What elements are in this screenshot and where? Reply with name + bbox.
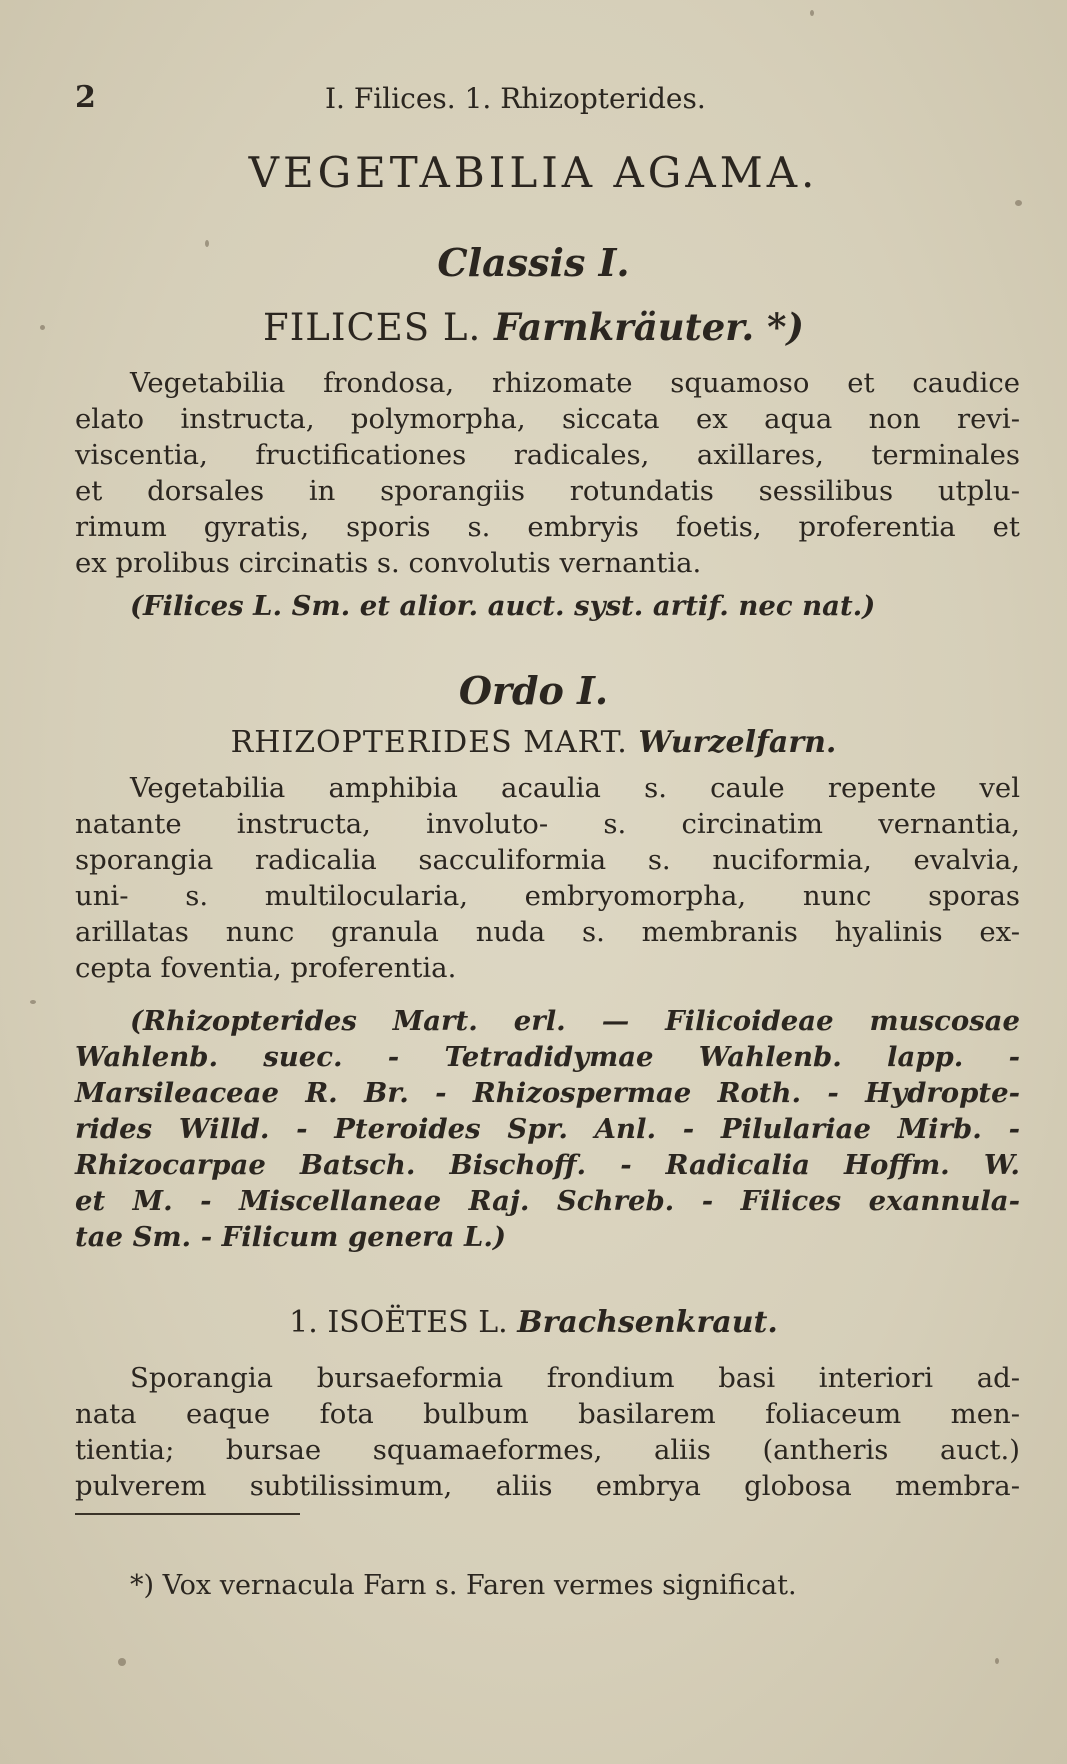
text-line: Vegetabilia frondosa, rhizomate squamoso et caudice: [130, 367, 1020, 399]
text-line: viscentia, fructificationes radicales, axillares, terminales: [75, 439, 1020, 471]
text-line: nata eaque fota bulbum basilarem foliaceum men-: [75, 1398, 1020, 1430]
text-line: uni- s. multilocularia, embryomorpha, nunc sporas: [75, 880, 1020, 912]
class-name: [0, 305, 1067, 349]
running-head: [75, 80, 1015, 120]
page-number: 2: [75, 80, 96, 115]
text-line: Rhizocarpae Batsch. Bischoff. - Radicalia Hoffm. W.: [75, 1149, 1020, 1181]
footnote-divider: [75, 1513, 300, 1515]
text-line: Sporangia bursaeformia frondium basi interiori ad-: [130, 1362, 1020, 1394]
text-line: Marsileaceae R. Br. - Rhizospermae Roth. - Hydropte-: [75, 1077, 1020, 1109]
text-line: Vegetabilia amphibia acaulia s. caule repente vel: [130, 772, 1020, 804]
text-line: cepta foventia, proferentia.: [75, 952, 457, 984]
text-line: natante instructa, involuto- s. circinatim vernantia,: [75, 808, 1020, 840]
paper-speck: [1015, 200, 1022, 206]
order-name-vernacular: Wurzelfarn.: [638, 725, 837, 760]
genus-vernacular: Brachsenkraut.: [517, 1305, 778, 1340]
class-name-vernacular: Farnkräuter. *): [494, 305, 804, 349]
main-title: VEGETABILIA AGAMA.: [248, 148, 819, 197]
paper-speck: [118, 1658, 126, 1666]
text-line: rides Willd. - Pteroides Spr. Anl. - Pilulariae Mirb. -: [75, 1113, 1020, 1145]
order-synonyms: [75, 1003, 1020, 1255]
genus-heading: [0, 1305, 1067, 1340]
text-line: tientia; bursae squamaeformes, aliis (antheris auct.): [75, 1434, 1020, 1466]
genus-description: [75, 1360, 1020, 1504]
paper-speck: [30, 1000, 36, 1004]
text-line: elato instructa, polymorpha, siccata ex aqua non revi-: [75, 403, 1020, 435]
text-line: tae Sm. - Filicum genera L.): [75, 1221, 506, 1253]
class-name-latin: FILICES L.: [263, 306, 482, 349]
text-line: rimum gyratis, sporis s. embryis foetis, proferentia et: [75, 511, 1020, 543]
paper-speck: [995, 1658, 999, 1664]
running-title: I. Filices. 1. Rhizopterides.: [325, 82, 706, 115]
order-name-latin: RHIZOPTERIDES MART.: [230, 725, 628, 760]
order-name: [0, 725, 1067, 760]
genus-name: 1. ISOËTES L.: [289, 1305, 508, 1340]
text-line: et M. - Miscellaneae Raj. Schreb. - Filices exannula-: [75, 1185, 1020, 1217]
paper-speck: [40, 325, 45, 330]
order-description: [75, 770, 1020, 986]
text-line: (Filices L. Sm. et alior. auct. syst. artif. nec nat.): [130, 590, 876, 622]
text-line: Wahlenb. suec. - Tetradidymae Wahlenb. lapp. -: [75, 1041, 1020, 1073]
class-synonyms: [75, 588, 1020, 624]
paper-speck: [205, 240, 209, 247]
text-line: et dorsales in sporangiis rotundatis sessilibus utplu-: [75, 475, 1020, 507]
text-line: ex prolibus circinatis s. convolutis vernantia.: [75, 547, 702, 579]
classis-label: Classis I.: [437, 240, 630, 285]
paper-speck: [810, 10, 814, 16]
text-line: pulverem subtilissimum, aliis embrya globosa membra-: [75, 1470, 1020, 1502]
text-line: (Rhizopterides Mart. erl. — Filicoideae muscosae: [130, 1005, 1020, 1037]
text-line: arillatas nunc granula nuda s. membranis hyalinis ex-: [75, 916, 1020, 948]
ordo-label: Ordo I.: [458, 668, 609, 713]
text-line: sporangia radicalia sacculiformia s. nuciformia, evalvia,: [75, 844, 1020, 876]
class-description: [75, 365, 1020, 581]
footnote: *) Vox vernacula Farn s. Faren vermes significat.: [130, 1570, 797, 1601]
